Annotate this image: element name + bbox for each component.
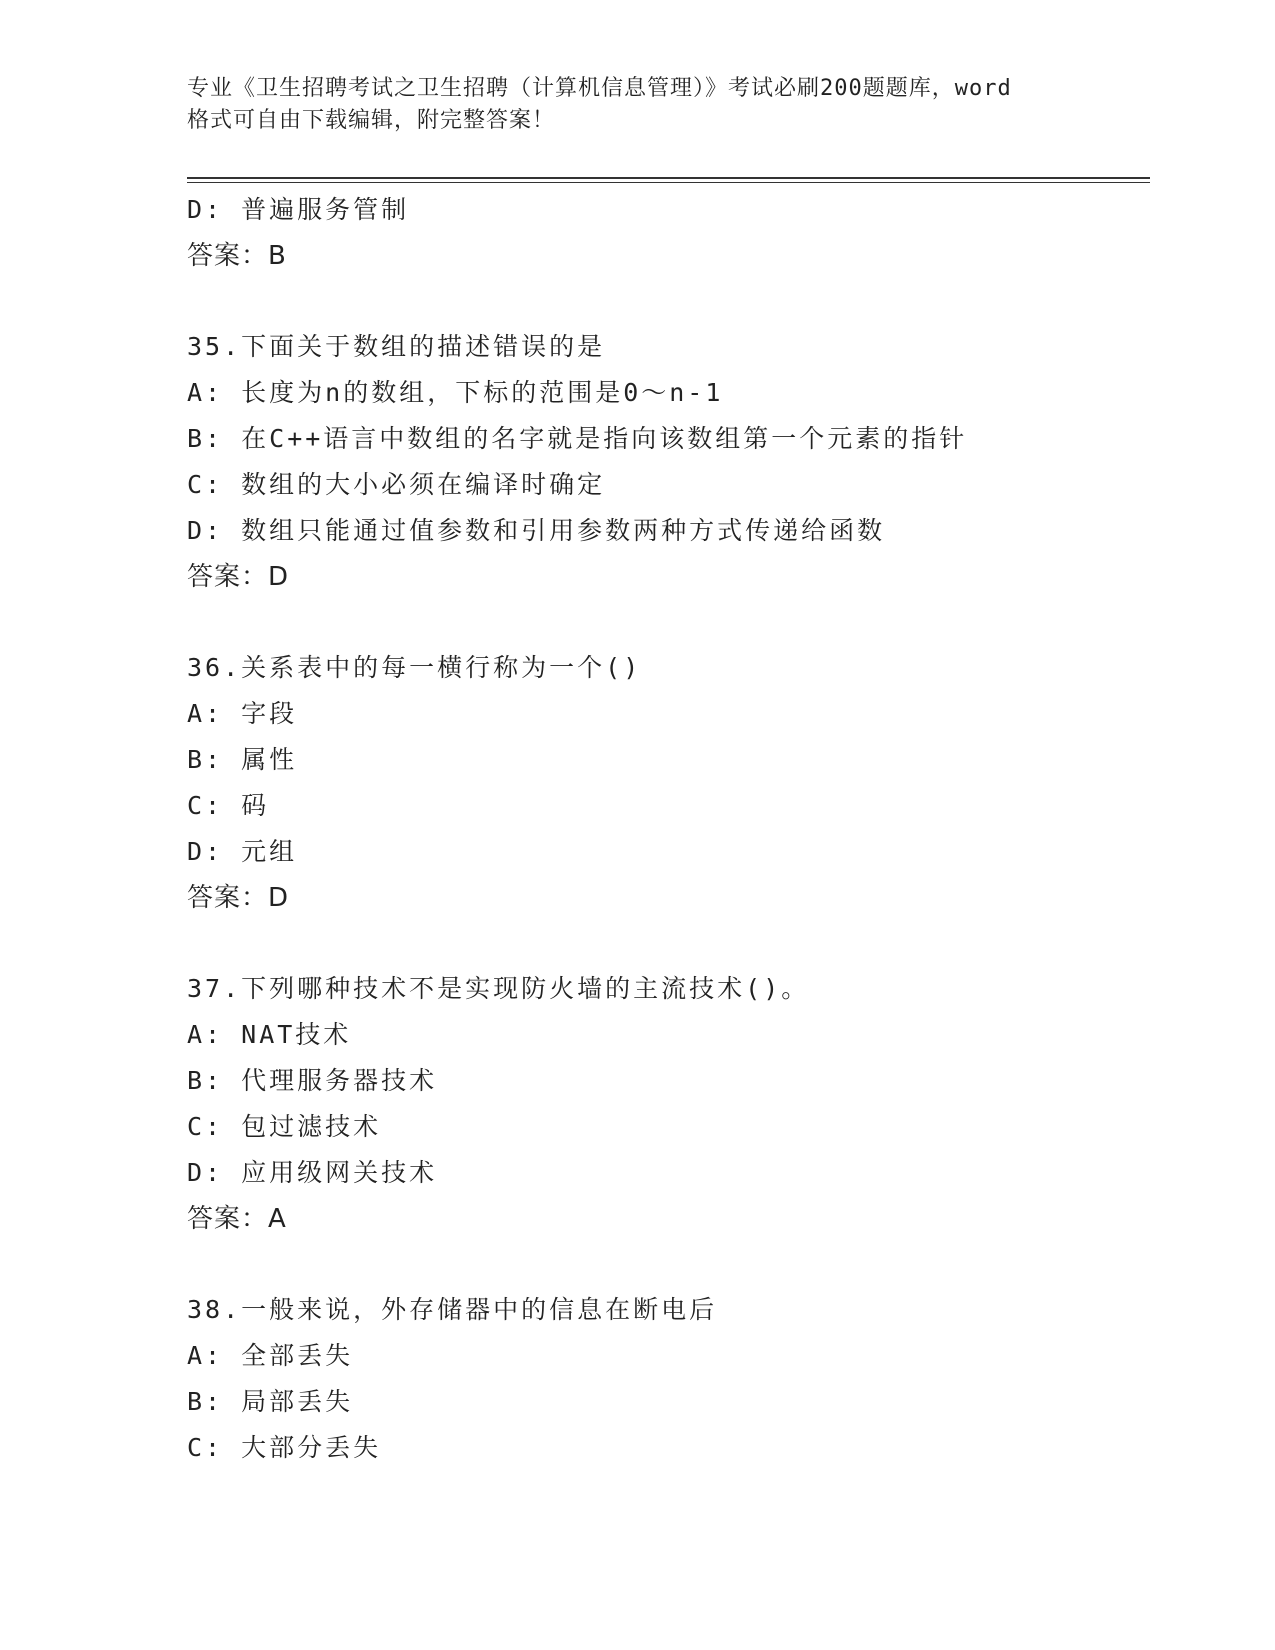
header-rule-thick: [187, 177, 1150, 179]
question-line: A: 长度为n的数组，下标的范围是0～n-1: [187, 378, 724, 407]
question-line: 37.下列哪种技术不是实现防火墙的主流技术()。: [187, 974, 810, 1003]
question-line: A: NAT技术: [187, 1020, 352, 1049]
question-list: [187, 187, 1150, 1471]
question-line: A: 字段: [187, 699, 298, 728]
header-line-1: 专业《卫生招聘考试之卫生招聘（计算机信息管理）》考试必刷200题题库，word: [187, 76, 1012, 101]
answer-line: 答案：D: [187, 883, 290, 913]
question-spacer: [187, 279, 1150, 324]
question-line: D: 元组: [187, 837, 298, 866]
document-header: [187, 73, 1087, 137]
question-line: B: 在C++语言中数组的名字就是指向该数组第一个元素的指针: [187, 424, 968, 453]
question-spacer: [187, 1242, 1150, 1287]
answer-line: 答案：A: [187, 1204, 287, 1234]
question-line: C: 码: [187, 791, 270, 820]
question-line: C: 数组的大小必须在编译时确定: [187, 470, 606, 499]
question-line: A: 全部丢失: [187, 1341, 354, 1370]
question-line: 35.下面关于数组的描述错误的是: [187, 332, 606, 361]
question-line: D: 普遍服务管制: [187, 195, 410, 224]
question-spacer: [187, 600, 1150, 645]
answer-line: 答案：B: [187, 241, 287, 271]
question-line: B: 代理服务器技术: [187, 1066, 438, 1095]
header-rule-thin: [187, 182, 1150, 183]
question-line: B: 属性: [187, 745, 298, 774]
question-line: D: 数组只能通过值参数和引用参数两种方式传递给函数: [187, 516, 886, 545]
question-line: 36.关系表中的每一横行称为一个(): [187, 653, 642, 682]
question-spacer: [187, 921, 1150, 966]
header-line-2: 格式可自由下载编辑，附完整答案！: [187, 108, 556, 133]
question-line: 38.一般来说，外存储器中的信息在断电后: [187, 1295, 718, 1324]
question-line: C: 大部分丢失: [187, 1433, 382, 1462]
question-line: C: 包过滤技术: [187, 1112, 382, 1141]
question-line: D: 应用级网关技术: [187, 1158, 438, 1187]
answer-line: 答案：D: [187, 562, 290, 592]
question-line: B: 局部丢失: [187, 1387, 354, 1416]
